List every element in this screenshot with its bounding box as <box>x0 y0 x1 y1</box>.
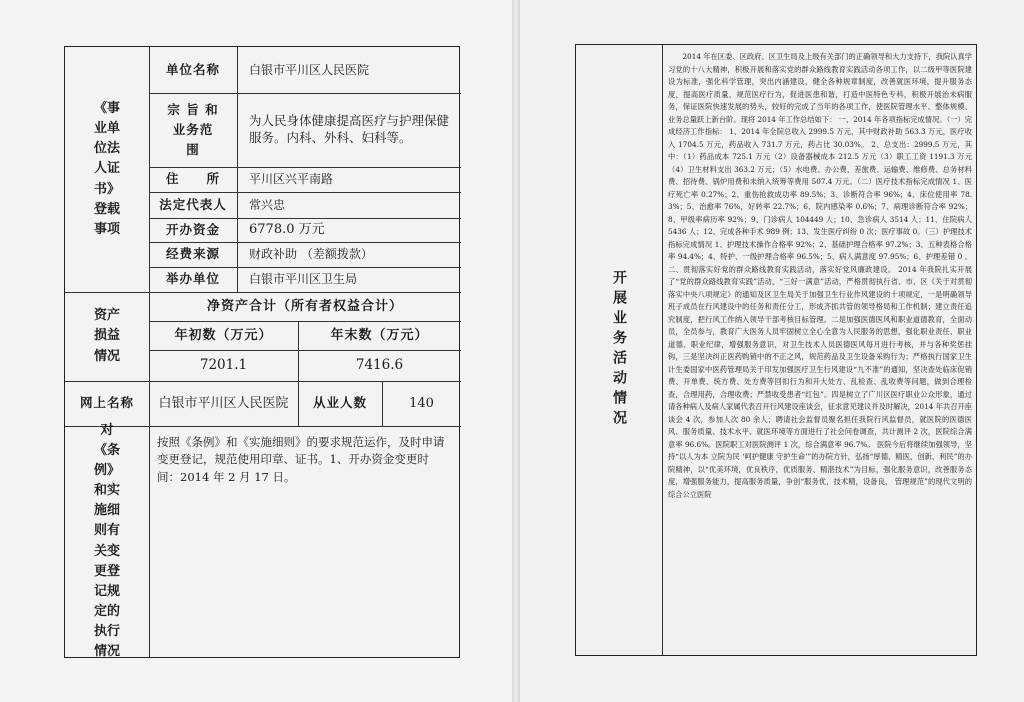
online-name-value: 白银市平川区人民医院 <box>158 395 289 411</box>
address-value: 平川区兴平南路 <box>249 172 334 187</box>
year-end-header: 年末数（万元） <box>330 327 429 343</box>
assets-side-label: 资产损益情况 <box>93 308 120 364</box>
purpose-label: 宗 旨 和 业务范围 <box>167 102 219 157</box>
section-label: 《事业单位法人证书》登载事项 <box>93 101 120 237</box>
sponsor-value: 白银市平川区卫生局 <box>249 272 358 287</box>
sponsor-label: 举办单位 <box>165 271 220 287</box>
registration-table <box>64 46 460 658</box>
legal-rep-value: 常兴忠 <box>249 197 286 212</box>
staff-label: 从业人数 <box>312 395 367 411</box>
year-start-value: 7201.1 <box>199 357 248 374</box>
unit-name-value: 白银市平川区人民医院 <box>249 62 370 77</box>
table-divider <box>662 45 663 655</box>
online-name-label: 网上名称 <box>79 395 134 411</box>
funding-value: 财政补助 （差额拨款） <box>249 247 373 262</box>
capital-value: 6778.0 万元 <box>249 222 325 238</box>
page-gutter <box>512 0 520 702</box>
net-assets-header: 净资产合计（所有者权益合计） <box>206 298 403 314</box>
activities-body-text: 2014 年在区委、区政府、区卫生局及上级有关部门的正确领导和大力支持下，我院认真学习党的十八大精神，积极开展和落实党的群众路线教育实践活动各项工作，以二级甲等医院建设为标准，强化科学管理，突出内涵建设，健全各种规章制度，改善就医环境，提升服务态度，提高医疗质量，规范医疗行为，促进医患和谐，打造中医特色专科，积极开展治未病服务，保证医院快速发展的势头，较好的完成了当年的各项工作，使医院管理水平、整体规模、业务总量跃上新台阶。现将 2014 年工作总结如下： 一、2014 年各项指标完成情况。（一）完成经济工作指标： 1、2014 年全院总收入 2999.5 万元，其中财政补助 563.3 万元，医疗收入 1704.5 万元，药品收入 731.7 万元，药占比 30.03%。 2、总支出：2999.5 万元，其中：（1）药品成本 725.1 万元（2）设备器械成本 212.5 万元（3）职工工资 1191.3 万元（4）卫生材料支出 363.2 万元；（5）水电费、办公费、差旅费、运输费、维修费、总务材料费、招待费、锅炉用费和未纳入统筹等费用 507.4 万元。（二）医疗技术指标完成情况 1、医疗死亡率 0.27%；2、重伤抢救成功率 89.5%；3、诊断符合率 96%；4、床位使用率 78.3%；5、治愈率 76%，好转率 22.7%；6、院内感染率 0.6%；7、病理诊断符合率 92%；8、甲级率病历率 92%；9、门诊病人 104449 人；10、急诊病人 3514 人；11、住院病人 5436 人；12、完成各种手术 989 例；13、发生医疗纠纷 0 次；医疗事故 0。（三）护理技术指标完成情况 1、护理技术操作合格率 92%；2、基础护理合格率 97.2%；3、五种表格合格率 94.4%；4、特护、一级护理合格率 96.5%；5、病人满意度 97.95%；6、护理差错 0 。二、贯彻落实好党的群众路线教育实践活动，落实好党风廉政建设。 2014 年我院扎实开展了“党的群众路线教育实践”活动，“三好一满意”活动，严格贯彻执行省、市、区《关于对贯彻落实中央八项规定》的通知及区卫生局关于加强卫生行业作风建设的十项规定，一是明确领导班子成员在行风建设中的任务和责任分工，形成齐抓共管的领导格局和工作机制；建立责任追究制度，把行风工作纳入领导干部考核目标管理。二是加强医德医风和职业道德教育，全面动员，全员参与，教育广大医务人员牢固树立全心全意为人民服务的思想，强化职业责任、职业道德、职业纪律，增强服务意识，对卫生技术人员医德医风每月进行考核，并与各种奖惩挂钩，三是坚决纠正医药购销中的不正之风，规范药品及卫生设备采购行为；严格执行国家卫生计生委国家中医药管理局关于印发加强医疗卫生行风建设“九不准”的通知，坚决查处临床促销费、开单费、统方费、处方费等回扣行为和开大处方、乱检查、乱收费等问题，做到合理检查，合理用药，合理收费；严禁收受患者“红包”。四是树立了广川区医疗职业公众形象，通过请各种病人及病人家属代表召开行风建设座谈会，征求意见建议并及时解决，2014 年共召开座谈会 4 次，参加人次 80 余人；聘请社会监督员聚名担任我院行风监督员，就医院的医德医风、服务质量、技术水平、就医环境等方面进行了社会问卷调查，共计测评 2 次，医院综合满意率 96.6%。医院职工对医院测评 1 次，综合满意率 96.7%。 医院今后将继续加强领导，坚持“以人为本 立院为民 ‘呵护健康 守护生命’”的办院方针，弘扬“厚德、精医、创新、利民”的办院精神，以“优美环境，优良秩序，优质服务、精湛技术”为目标，强化服务意识，改善服务态度，增强服务能力，提高服务质量，争创“服务优，技术精，设备良， 管理规范”的现代文明的综合公立医院 <box>668 52 972 499</box>
address-label: 住 所 <box>165 171 220 187</box>
unit-name-label: 单位名称 <box>165 61 220 77</box>
funding-label: 经费来源 <box>165 246 220 262</box>
capital-label: 开办资金 <box>165 221 220 237</box>
activities-table <box>575 44 977 656</box>
staff-value: 140 <box>409 395 434 411</box>
purpose-value: 为人民身体健康提高医疗与护理保健服务。内科、外科、妇科等。 <box>249 113 450 145</box>
compliance-side-label: 对《条例》和实施细则有关变更登记规定的执行情况 <box>93 422 120 660</box>
activities-side-label: 开展业务活动情况 <box>611 270 627 430</box>
legal-rep-label: 法定代表人 <box>159 196 227 212</box>
year-end-value: 7416.6 <box>355 357 404 374</box>
year-start-header: 年初数（万元） <box>174 327 273 343</box>
compliance-value: 按照《条例》和《实施细则》的要求规范运作，及时申请变更登记，规范使用印章、证书。1、开办资金变更时间：2014 年 2 月 17 日。 <box>157 435 445 484</box>
activities-side-cell <box>576 45 662 655</box>
